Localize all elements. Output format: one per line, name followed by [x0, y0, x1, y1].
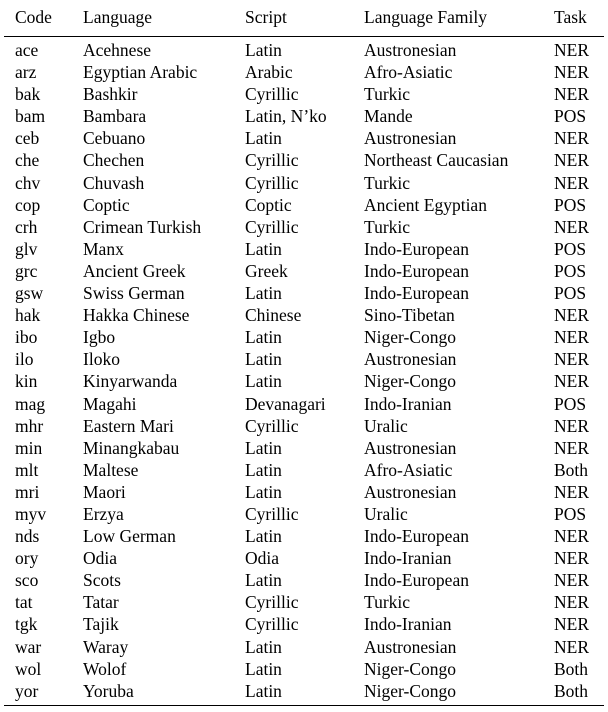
header-code: Code	[15, 7, 52, 27]
cell-code: mri	[15, 481, 40, 502]
cell-language: Manx	[83, 238, 124, 259]
cell-language: Erzya	[83, 503, 124, 524]
table-row	[4, 282, 604, 304]
cell-language: Bambara	[83, 106, 147, 127]
cell-language-family: Indo-Iranian	[364, 548, 452, 569]
table-row	[4, 370, 604, 392]
table-row	[4, 658, 604, 680]
table-row	[4, 326, 604, 348]
cell-language-family: Turkic	[364, 216, 411, 237]
cell-task: NER	[554, 526, 589, 547]
cell-script: Arabic	[245, 62, 293, 83]
cell-script: Latin	[245, 658, 282, 679]
cell-script: Chinese	[245, 305, 302, 326]
table-row	[4, 636, 604, 658]
cell-language: Low German	[83, 526, 176, 547]
table-row	[4, 547, 604, 569]
cell-script: Latin	[245, 40, 282, 60]
table-body	[4, 37, 604, 705]
cell-language: Waray	[83, 636, 129, 657]
table-row	[4, 613, 604, 635]
language-table	[4, 0, 604, 706]
cell-language-family: Austronesian	[364, 481, 457, 502]
cell-language: Iloko	[83, 349, 120, 370]
table-row	[4, 503, 604, 525]
cell-task: POS	[554, 238, 587, 259]
cell-code: che	[15, 150, 40, 171]
cell-task: POS	[554, 393, 587, 414]
cell-code: cop	[15, 194, 41, 215]
cell-script: Cyrillic	[245, 415, 299, 436]
table-row	[4, 393, 604, 415]
table-row	[4, 525, 604, 547]
cell-script: Cyrillic	[245, 503, 299, 524]
cell-code: kin	[15, 371, 38, 392]
cell-script: Cyrillic	[245, 592, 299, 613]
cell-task: NER	[554, 150, 589, 171]
cell-language-family: Afro-Asiatic	[364, 62, 453, 83]
cell-code: arz	[15, 62, 37, 83]
cell-task: POS	[554, 283, 587, 304]
cell-language: Magahi	[83, 393, 137, 414]
table-row	[4, 304, 604, 326]
cell-script: Latin, N’ko	[245, 106, 327, 127]
cell-language: Swiss German	[83, 283, 185, 304]
cell-language-family: Indo-European	[364, 238, 469, 259]
cell-language-family: Indo-Iranian	[364, 614, 452, 635]
cell-language: Igbo	[83, 327, 116, 348]
cell-task: NER	[554, 62, 589, 83]
cell-code: grc	[15, 260, 38, 281]
cell-language-family: Indo-Iranian	[364, 393, 452, 414]
cell-code: ilo	[15, 349, 34, 370]
cell-code: crh	[15, 216, 38, 237]
cell-task: NER	[554, 84, 589, 105]
cell-task: Both	[554, 459, 589, 480]
cell-language: Wolof	[83, 658, 127, 679]
cell-script: Cyrillic	[245, 150, 299, 171]
table-row	[4, 172, 604, 194]
cell-code: ory	[15, 548, 39, 569]
cell-language: Minangkabau	[83, 437, 180, 458]
cell-task: POS	[554, 503, 587, 524]
cell-language: Egyptian Arabic	[83, 62, 198, 83]
cell-language: Maori	[83, 481, 126, 502]
cell-code: wol	[15, 658, 42, 679]
cell-language-family: Indo-European	[364, 260, 469, 281]
cell-code: tat	[15, 592, 33, 613]
cell-task: Both	[554, 680, 589, 701]
table-row	[4, 437, 604, 459]
cell-script: Latin	[245, 570, 282, 591]
table-row	[4, 481, 604, 503]
table-row	[4, 83, 604, 105]
cell-language: Hakka Chinese	[83, 305, 190, 326]
cell-task: NER	[554, 349, 589, 370]
cell-script: Cyrillic	[245, 216, 299, 237]
cell-language: Cebuano	[83, 128, 146, 149]
cell-task: POS	[554, 106, 587, 127]
cell-language-family: Indo-European	[364, 570, 469, 591]
cell-language: Eastern Mari	[83, 415, 174, 436]
cell-language-family: Afro-Asiatic	[364, 459, 453, 480]
cell-language-family: Northeast Caucasian	[364, 150, 509, 171]
table-row	[4, 216, 604, 238]
cell-script: Latin	[245, 283, 282, 304]
cell-code: nds	[15, 526, 40, 547]
header-task: Task	[554, 7, 587, 27]
cell-language: Crimean Turkish	[83, 216, 202, 237]
cell-code: bak	[15, 84, 41, 105]
table-row	[4, 194, 604, 216]
cell-code: gsw	[15, 283, 44, 304]
header-language: Language	[83, 7, 152, 27]
cell-script: Latin	[245, 680, 282, 701]
cell-task: NER	[554, 371, 589, 392]
cell-task: NER	[554, 592, 589, 613]
cell-task: NER	[554, 172, 589, 193]
table-row	[4, 127, 604, 149]
cell-task: NER	[554, 481, 589, 502]
cell-language-family: Indo-European	[364, 526, 469, 547]
table-row	[4, 415, 604, 437]
cell-script: Latin	[245, 349, 282, 370]
table-row	[4, 591, 604, 613]
header-script: Script	[245, 7, 287, 27]
cell-task: NER	[554, 636, 589, 657]
cell-language-family: Niger-Congo	[364, 371, 456, 392]
cell-code: tgk	[15, 614, 38, 635]
cell-script: Cyrillic	[245, 614, 299, 635]
cell-language: Chechen	[83, 150, 145, 171]
header-language-family: Language Family	[364, 7, 487, 27]
bottom-rule	[4, 705, 604, 706]
cell-language-family: Austronesian	[364, 349, 457, 370]
cell-language: Ancient Greek	[83, 260, 186, 281]
cell-language: Yoruba	[83, 680, 134, 701]
cell-task: NER	[554, 614, 589, 635]
cell-task: NER	[554, 305, 589, 326]
cell-language-family: Turkic	[364, 592, 411, 613]
cell-task: NER	[554, 128, 589, 149]
cell-language: Coptic	[83, 194, 130, 215]
cell-code: hak	[15, 305, 41, 326]
table-row	[4, 348, 604, 370]
cell-code: mag	[15, 393, 46, 414]
table-row	[4, 569, 604, 591]
cell-script: Latin	[245, 636, 282, 657]
cell-task: NER	[554, 327, 589, 348]
cell-code: bam	[15, 106, 46, 127]
cell-language-family: Niger-Congo	[364, 327, 456, 348]
cell-script: Latin	[245, 459, 282, 480]
cell-task: NER	[554, 437, 589, 458]
cell-language: Acehnese	[83, 40, 152, 60]
cell-language-family: Austronesian	[364, 437, 457, 458]
cell-task: POS	[554, 260, 587, 281]
cell-language-family: Niger-Congo	[364, 680, 456, 701]
cell-language-family: Indo-European	[364, 283, 469, 304]
cell-language-family: Niger-Congo	[364, 658, 456, 679]
table-row	[4, 680, 604, 702]
cell-language: Tatar	[83, 592, 119, 613]
cell-script: Latin	[245, 238, 282, 259]
cell-task: NER	[554, 415, 589, 436]
table-row	[4, 105, 604, 127]
table-row	[4, 260, 604, 282]
cell-task: NER	[554, 548, 589, 569]
cell-code: mlt	[15, 459, 39, 480]
cell-language-family: Turkic	[364, 84, 411, 105]
table-row	[4, 61, 604, 83]
cell-language-family: Uralic	[364, 415, 408, 436]
cell-script: Latin	[245, 327, 282, 348]
cell-language: Tajik	[83, 614, 119, 635]
cell-task: NER	[554, 570, 589, 591]
cell-script: Latin	[245, 437, 282, 458]
cell-script: Latin	[245, 128, 282, 149]
cell-language-family: Mande	[364, 106, 413, 127]
cell-code: ceb	[15, 128, 40, 149]
cell-language-family: Austronesian	[364, 636, 457, 657]
cell-code: glv	[15, 238, 38, 259]
cell-task: NER	[554, 216, 589, 237]
cell-task: Both	[554, 658, 589, 679]
table-row	[4, 459, 604, 481]
cell-language-family: Austronesian	[364, 128, 457, 149]
cell-code: ace	[15, 40, 39, 60]
table-header-row	[4, 0, 604, 34]
cell-code: chv	[15, 172, 41, 193]
table-row	[4, 149, 604, 171]
cell-task: POS	[554, 194, 587, 215]
cell-language: Maltese	[83, 459, 139, 480]
cell-language: Chuvash	[83, 172, 145, 193]
cell-script: Latin	[245, 526, 282, 547]
cell-script: Latin	[245, 481, 282, 502]
cell-language: Bashkir	[83, 84, 138, 105]
cell-language-family: Turkic	[364, 172, 411, 193]
cell-code: sco	[15, 570, 39, 591]
table-row	[4, 39, 604, 61]
cell-code: min	[15, 437, 43, 458]
cell-code: myv	[15, 503, 47, 524]
cell-script: Greek	[245, 260, 288, 281]
cell-language: Scots	[83, 570, 121, 591]
cell-language-family: Austronesian	[364, 40, 457, 60]
cell-language: Odia	[83, 548, 118, 569]
cell-code: yor	[15, 680, 39, 701]
cell-script: Devanagari	[245, 393, 326, 414]
cell-code: war	[15, 636, 42, 657]
cell-task: NER	[554, 40, 589, 60]
cell-language: Kinyarwanda	[83, 371, 178, 392]
cell-code: mhr	[15, 415, 44, 436]
cell-script: Cyrillic	[245, 84, 299, 105]
cell-script: Odia	[245, 548, 280, 569]
table-row	[4, 238, 604, 260]
cell-script: Cyrillic	[245, 172, 299, 193]
cell-language-family: Sino-Tibetan	[364, 305, 455, 326]
cell-code: ibo	[15, 327, 38, 348]
cell-script: Latin	[245, 371, 282, 392]
cell-language-family: Uralic	[364, 503, 408, 524]
cell-script: Coptic	[245, 194, 292, 215]
cell-language-family: Ancient Egyptian	[364, 194, 487, 215]
